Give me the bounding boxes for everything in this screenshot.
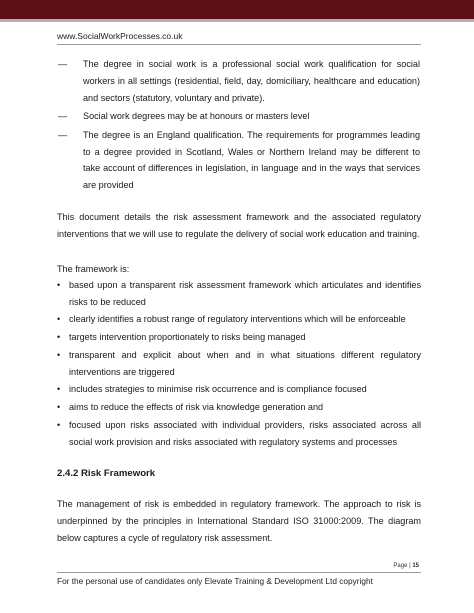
list-item-text: clearly identifies a robust range of regulatory interventions which will be enforceable: [69, 314, 406, 325]
list-item-text: aims to reduce the effects of risk via knowledge generation and: [69, 402, 324, 413]
footer-rule: [57, 572, 421, 573]
list-item: [57, 329, 421, 346]
list-item: [57, 381, 421, 398]
list-item-text: based upon a transparent risk assessment framework which articulates and identifies risks to be reduced: [69, 280, 421, 307]
list-item: [57, 347, 421, 381]
list-item: [58, 108, 420, 125]
section-heading: 2.4.2 Risk Framework: [57, 468, 156, 479]
top-bar: [0, 0, 474, 19]
list-item-text: transparent and explicit about when and in what situations different regulatory interventions are triggered: [69, 349, 421, 377]
bullet-marker: •: [57, 419, 61, 430]
bullet-marker: •: [57, 384, 61, 395]
dash-marker: —: [58, 111, 68, 122]
list-item: [57, 311, 421, 328]
header-rule: [57, 44, 421, 45]
footer-note: For the personal use of candidates only Elevate Training & Development Ltd copyright: [57, 576, 373, 586]
dash-marker: —: [58, 129, 68, 140]
body-paragraph: The management of risk is embedded in regulatory framework. The approach to risk is underpinned by the principles in International Standard ISO 31000:2009. The diagram below captures a cycle of regulatory risk assessment.: [57, 499, 421, 543]
list-item: [57, 277, 421, 311]
bullet-marker: •: [57, 280, 61, 290]
page-number: [393, 563, 419, 569]
list-item: [57, 417, 421, 451]
intro-list: [58, 56, 420, 196]
bullet-marker: •: [57, 402, 61, 413]
list-item: [58, 127, 420, 194]
bullet-marker: •: [57, 349, 61, 360]
list-item-text: focused upon risks associated with individual providers, risks associated across all social work provision and risks associated with regulatory systems and processes: [69, 419, 421, 447]
site-url: www.SocialWorkProcesses.co.uk: [57, 31, 183, 41]
list-item-text: The degree in social work is a professional social work qualification for social workers in all settings (residential, field, day, domiciliary, healthcare and education) and sectors (statutory, voluntary and private).: [83, 59, 420, 103]
bullet-marker: •: [57, 314, 61, 325]
list-item-text: targets intervention proportionately to risks being managed: [69, 332, 306, 343]
top-bar-shadow: [0, 19, 474, 22]
body-paragraph: This document details the risk assessment framework and the associated regulatory interventions that we will use to regulate the delivery of social work education and training.: [57, 212, 421, 239]
list-item: [57, 399, 421, 416]
bullet-marker: •: [57, 332, 61, 343]
list-item-text: The degree is an England qualification. The requirements for programmes leading to a degree provided in Scotland, Wales or Northern Ireland may be different to take account of differences in legislation, in language and in the ways that services are provided: [83, 129, 420, 191]
framework-list: [57, 277, 421, 451]
page-number-value: 15: [412, 563, 419, 569]
list-item: [58, 56, 420, 106]
dash-marker: —: [58, 59, 68, 69]
list-item-text: includes strategies to minimise risk occurrence and is compliance focused: [69, 384, 367, 395]
page-label: Page |: [393, 563, 413, 569]
list-item-text: Social work degrees may be at honours or masters level: [83, 111, 310, 122]
framework-intro: The framework is:: [57, 264, 130, 274]
